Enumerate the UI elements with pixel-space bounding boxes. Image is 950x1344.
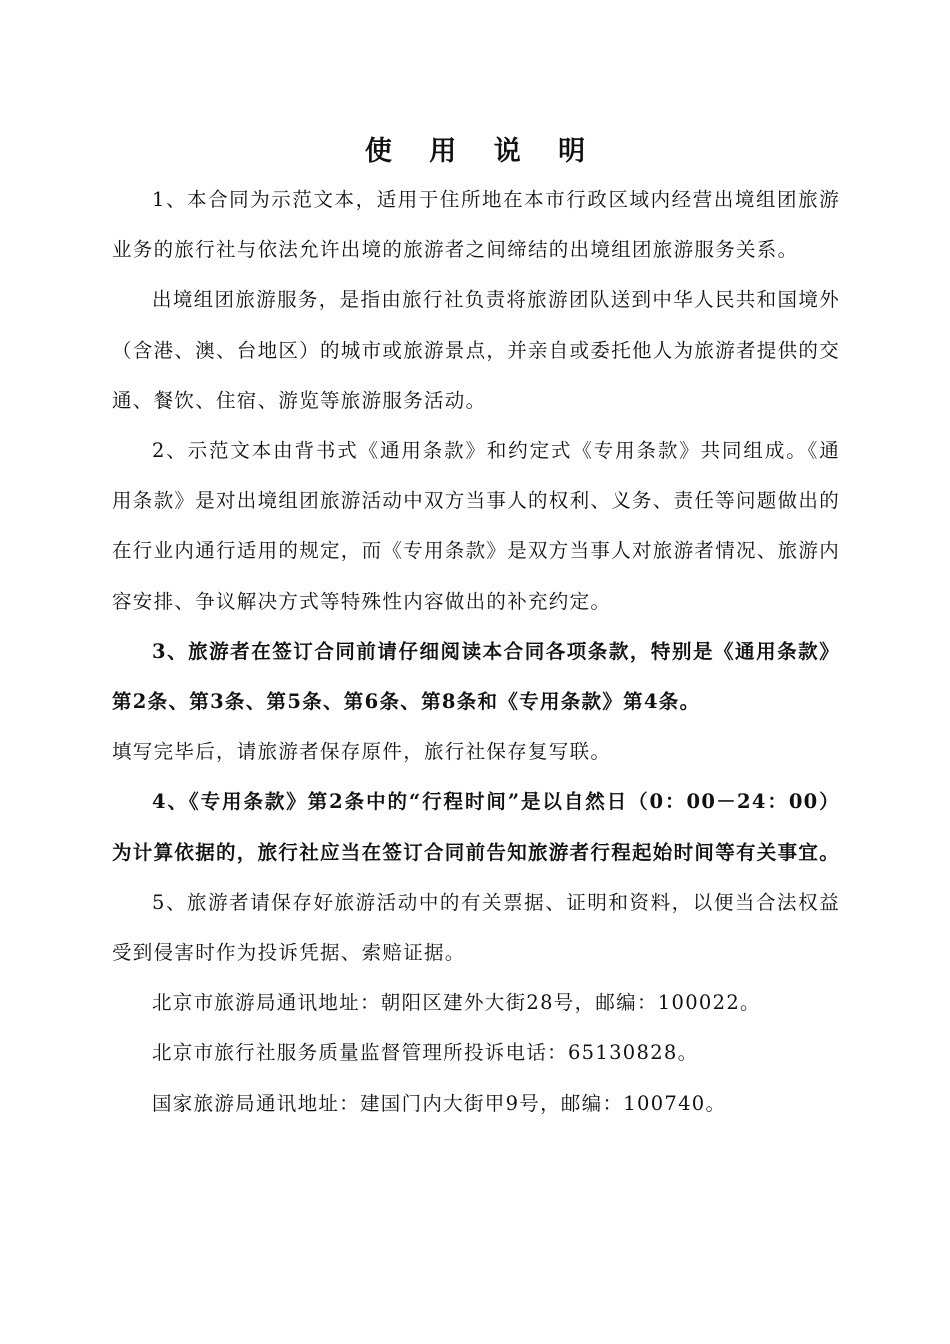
contact-national-tourism-bureau: 国家旅游局通讯地址：建国门内大街甲9号，邮编：100740。: [151, 1091, 727, 1115]
contact-complaint-hotline: 北京市旅行社服务质量监督管理所投诉电话：65130828。: [151, 1041, 699, 1065]
paragraph-service-definition: 出境组团旅游服务，是指由旅行社负责将旅游团队送到中华人民共和国境外（含港、澳、台地区）的城市或旅游景点，并亲自或委托他人为旅游者提供的交通、餐饮、住宿、游览等旅游服务活动。: [112, 288, 841, 412]
paragraph-keep-copies: 填写完毕后，请旅游者保存原件，旅行社保存复写联。: [112, 740, 612, 764]
paragraph-1-scope: 1、本合同为示范文本，适用于住所地在本市行政区域内经营出境组团旅游业务的旅行社与依法允许出境的旅游者之间缔结的出境组团旅游服务关系。: [112, 188, 840, 262]
paragraph-2-composition: 2、示范文本由背书式《通用条款》和约定式《专用条款》共同组成。《通用条款》是对出境组团旅游活动中双方当事人的权利、义务、责任等问题做出的在行业内通行适用的规定，而《专用条款》是双方当事人对旅游者情况、旅游内容安排、争议解决方式等特殊性内容做出的补充约定。: [112, 439, 841, 613]
contact-beijing-tourism-bureau: 北京市旅游局通讯地址：朝阳区建外大街28号，邮编：100022。: [151, 991, 761, 1015]
page-title: 使 用 说 明: [364, 136, 600, 167]
paragraph-3-read-terms: 3、旅游者在签订合同前请仔细阅读本合同各项条款，特别是《通用条款》第2条、第3条、第5条、第6条、第8条和《专用条款》第4条。: [112, 639, 840, 714]
document-body: [112, 175, 840, 1129]
paragraph-4-itinerary-time: 4、《专用条款》第2条中的“行程时间”是以自然日（0：00－24：00）为计算依据的，旅行社应当在签订合同前告知旅游者行程起始时间等有关事宜。: [112, 790, 841, 864]
paragraph-5-keep-receipts: 5、旅游者请保存好旅游活动中的有关票据、证明和资料，以便当合法权益受到侵害时作为投诉凭据、索赔证据。: [112, 890, 840, 965]
